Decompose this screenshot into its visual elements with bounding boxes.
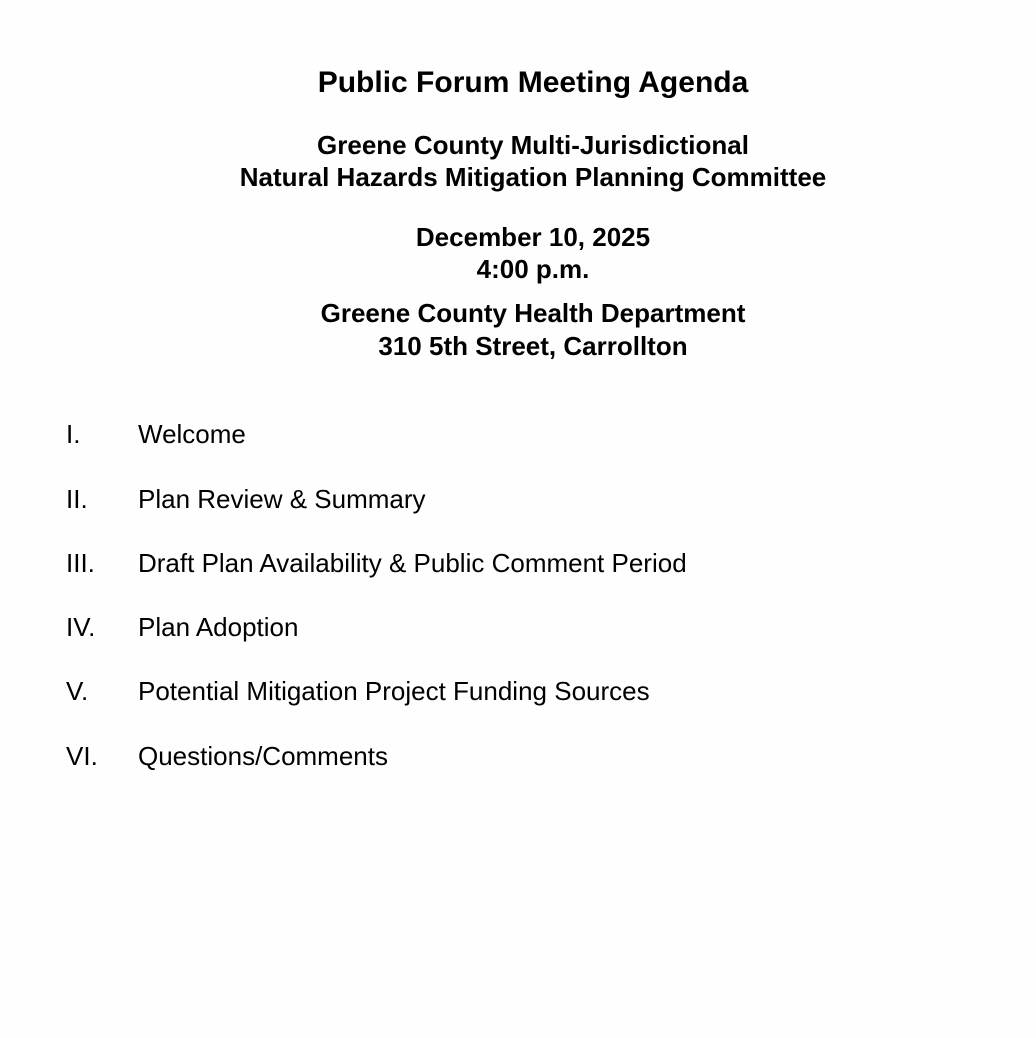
agenda-item-number: VI.	[66, 741, 98, 771]
agenda-item-number: I.	[66, 419, 81, 449]
agenda-item-text: Plan Review & Summary	[138, 484, 426, 514]
agenda-item-text: Welcome	[138, 419, 246, 449]
agenda-item-number: IV.	[66, 612, 96, 642]
agenda-item-number: II.	[66, 484, 88, 514]
document-title: Public Forum Meeting Agenda	[317, 66, 749, 99]
agenda-item-text: Questions/Comments	[138, 741, 388, 771]
meeting-time: 4:00 p.m.	[476, 254, 590, 284]
agenda-item-text: Draft Plan Availability & Public Comment Period	[138, 548, 687, 578]
meeting-address: 310 5th Street, Carrollton	[378, 331, 688, 361]
agenda-item-text: Potential Mitigation Project Funding Sources	[138, 676, 650, 706]
agenda-item-text: Plan Adoption	[138, 612, 299, 642]
organization-line-2: Natural Hazards Mitigation Planning Committee	[239, 162, 827, 192]
agenda-item-number: III.	[66, 548, 95, 578]
meeting-venue: Greene County Health Department	[320, 298, 746, 328]
organization-line-1: Greene County Multi-Jurisdictional	[317, 130, 749, 160]
agenda-item-number: V.	[66, 676, 89, 706]
meeting-date: December 10, 2025	[415, 222, 651, 252]
